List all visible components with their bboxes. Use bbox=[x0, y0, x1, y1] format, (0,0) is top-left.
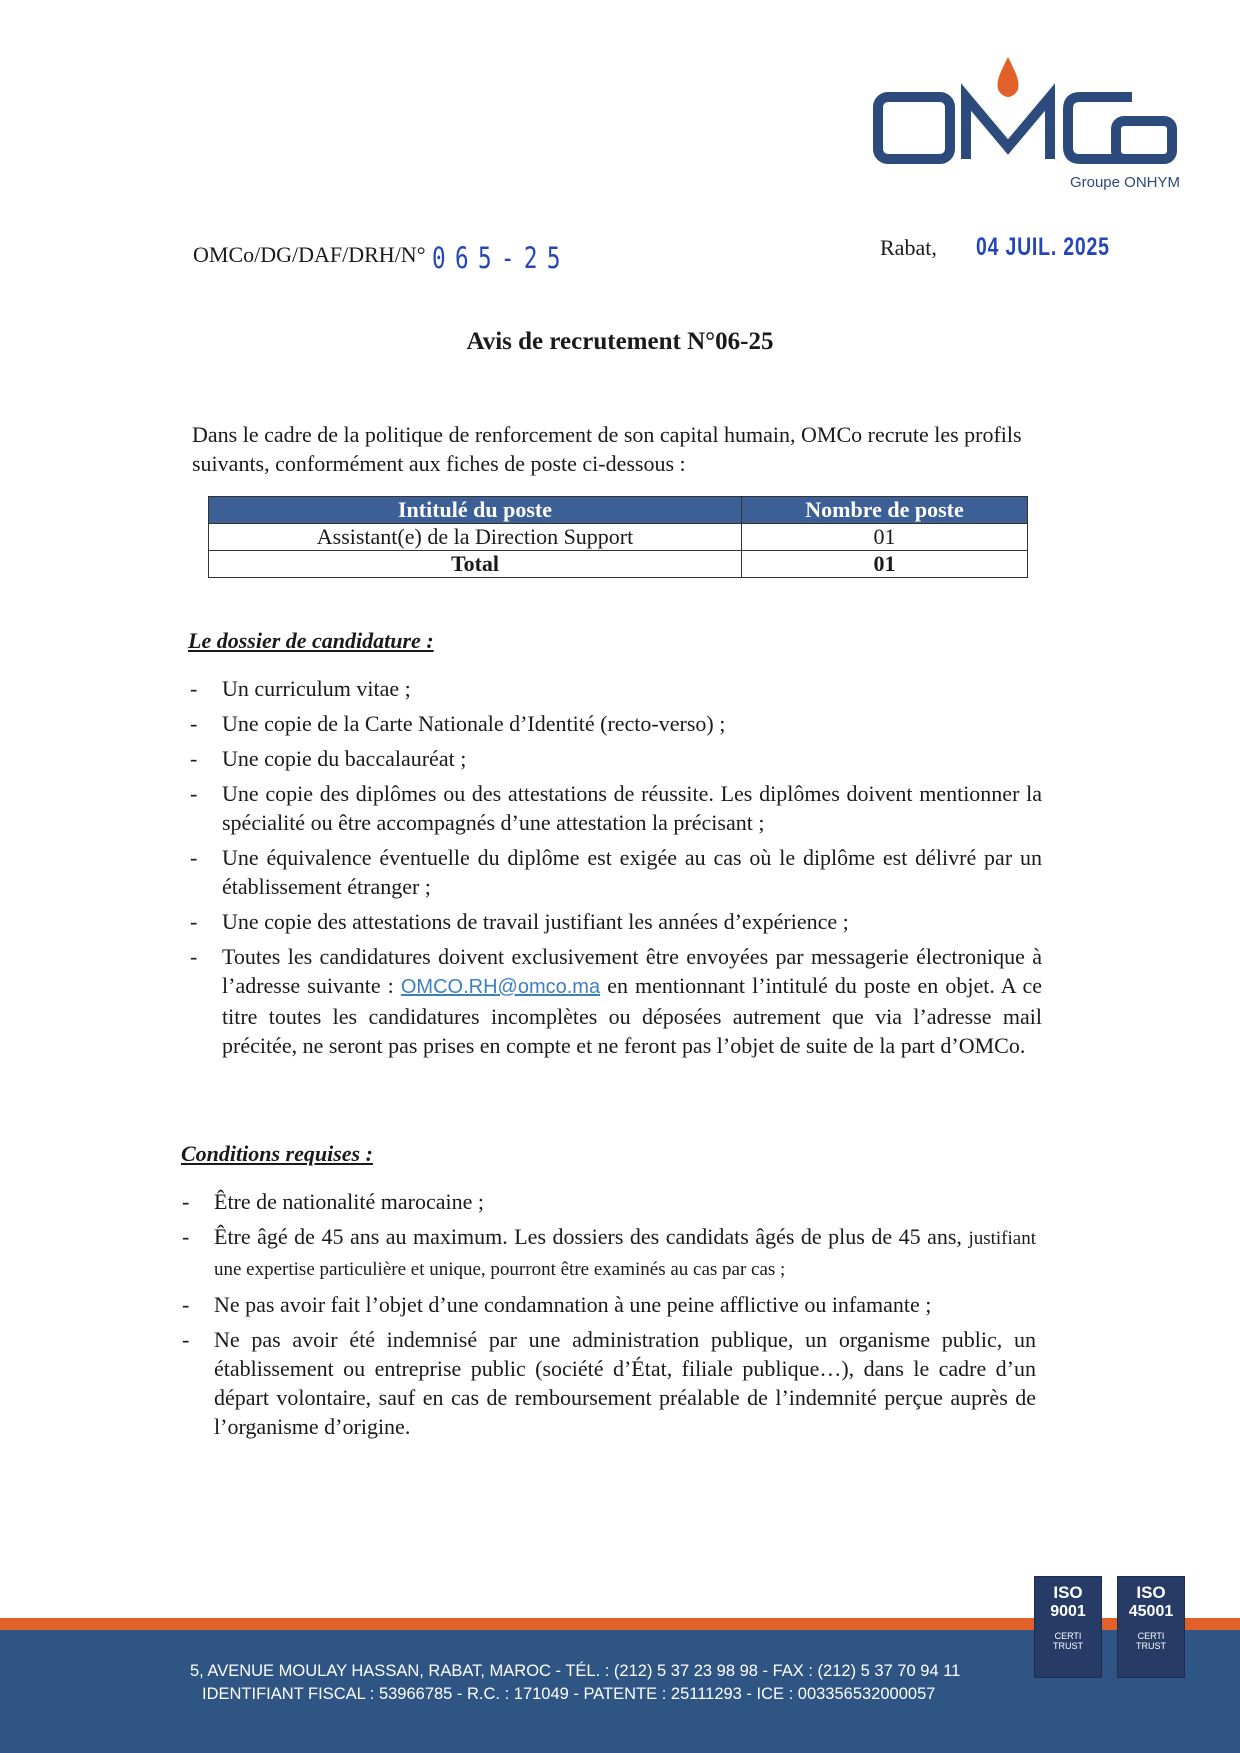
table-cell: Assistant(e) de la Direction Support bbox=[209, 524, 742, 551]
conditions-list bbox=[214, 1187, 1036, 1441]
footer-address: 5, AVENUE MOULAY HASSAN, RABAT, MAROC - TÉL. : (212) 5 37 23 98 98 - FAX : (212) 5 37 70 94 11 bbox=[190, 1662, 961, 1680]
total-label: Total bbox=[209, 551, 742, 578]
list-item: - Ne pas avoir été indemnisé par une administration publique, un organisme public, un établissement ou entreprise public (société d’État, filiale publique…), dans le cadre d’un départ volontaire, sauf en cas de remboursement préalable de l’indemnité perçue auprès de l’organisme d’origine. bbox=[214, 1325, 1036, 1441]
list-item: - Un curriculum vitae ; bbox=[222, 674, 1042, 703]
footer-text bbox=[190, 1660, 1070, 1706]
list-item: - Une copie du baccalauréat ; bbox=[222, 744, 1042, 773]
table-cell: 01 bbox=[742, 524, 1028, 551]
list-item: - Être de nationalité marocaine ; bbox=[214, 1187, 1036, 1216]
email-text-after: en mentionnant l’intitulé du poste en objet. A ce titre toutes les candidatures incomplètes ou déposées autrement que via l’adresse mail précitée, ne seront pas prises en compte et ne feront pas l’objet de suite de la part d’OMCo. bbox=[222, 973, 1043, 1058]
table-header: Nombre de poste bbox=[742, 497, 1028, 524]
page-title: Avis de recrutement N°06-25 bbox=[466, 328, 774, 355]
list-item: - Une copie de la Carte Nationale d’Identité (recto-verso) ; bbox=[222, 709, 1042, 738]
omco-logo bbox=[870, 55, 1180, 195]
place: Rabat, bbox=[880, 235, 937, 260]
cert-brand-sub: TRUST bbox=[1053, 1641, 1083, 1651]
iso-number: 45001 bbox=[1128, 1603, 1174, 1620]
conditions-heading: Conditions requises : bbox=[181, 1141, 373, 1166]
positions-table bbox=[208, 496, 1028, 578]
group-name: Groupe ONHYM bbox=[1069, 174, 1180, 191]
cert-brand-sub: TRUST bbox=[1136, 1641, 1166, 1651]
dossier-heading: Le dossier de candidature : bbox=[188, 628, 434, 653]
condition-age-main: Être âgé de 45 ans au maximum. Les dossiers des candidats âgés de plus de 45 ans, bbox=[214, 1224, 962, 1249]
intro-paragraph: Dans le cadre de la politique de renforcement de son capital humain, OMCo recrute les profils suivants, conformément aux fiches de poste ci-dessous : bbox=[192, 422, 1022, 476]
email-text-before: Toutes les candidatures doivent exclusivement être envoyées par messagerie électronique à l’adresse suivante : bbox=[222, 944, 1042, 998]
iso-9001-badge bbox=[1034, 1576, 1102, 1678]
email-link[interactable]: OMCO.RH@omco.ma bbox=[400, 976, 601, 998]
iso-number: 9001 bbox=[1050, 1603, 1086, 1620]
cert-brand: CERTI bbox=[1137, 1631, 1165, 1641]
list-item bbox=[214, 1222, 1036, 1284]
reference-number-stamp: 065-25 bbox=[431, 241, 570, 275]
list-item-email bbox=[222, 942, 1042, 1060]
list-item: - Une copie des diplômes ou des attestations de réussite. Les diplômes doivent mentionner la spécialité ou être accompagnés d’une attestation la précisant ; bbox=[222, 779, 1042, 837]
footer-identifiers: IDENTIFIANT FISCAL : 53966785 - R.C. : 171049 - PATENTE : 25111293 - ICE : 003356532000057 bbox=[202, 1685, 936, 1703]
iso-45001-badge bbox=[1117, 1576, 1185, 1678]
list-item: - Une équivalence éventuelle du diplôme est exigée au cas où le diplôme est délivré par un établissement étranger ; bbox=[222, 843, 1042, 901]
total-value: 01 bbox=[742, 551, 1028, 578]
table-header: Intitulé du poste bbox=[209, 497, 742, 524]
cert-brand: CERTI bbox=[1054, 1631, 1082, 1641]
table-row bbox=[209, 524, 1028, 551]
date-stamp: 04 JUIL. 2025 bbox=[976, 233, 1110, 261]
reference-prefix: OMCo/DG/DAF/DRH/N° bbox=[193, 242, 426, 267]
table-total-row bbox=[209, 551, 1028, 578]
dossier-list bbox=[222, 674, 1042, 1060]
omco-logo-graphic bbox=[870, 55, 1180, 175]
reference bbox=[193, 235, 608, 275]
iso-label: ISO bbox=[1136, 1583, 1166, 1602]
condition-age-detail: justifiant une expertise particulière et unique, pourront être examinés au cas par cas ; bbox=[214, 1228, 1037, 1280]
iso-label: ISO bbox=[1053, 1583, 1083, 1602]
list-item: - Ne pas avoir fait l’objet d’une condamnation à une peine afflictive ou infamante ; bbox=[214, 1290, 1036, 1319]
list-item: - Une copie des attestations de travail justifiant les années d’expérience ; bbox=[222, 907, 1042, 936]
table-header-row bbox=[209, 497, 1028, 524]
